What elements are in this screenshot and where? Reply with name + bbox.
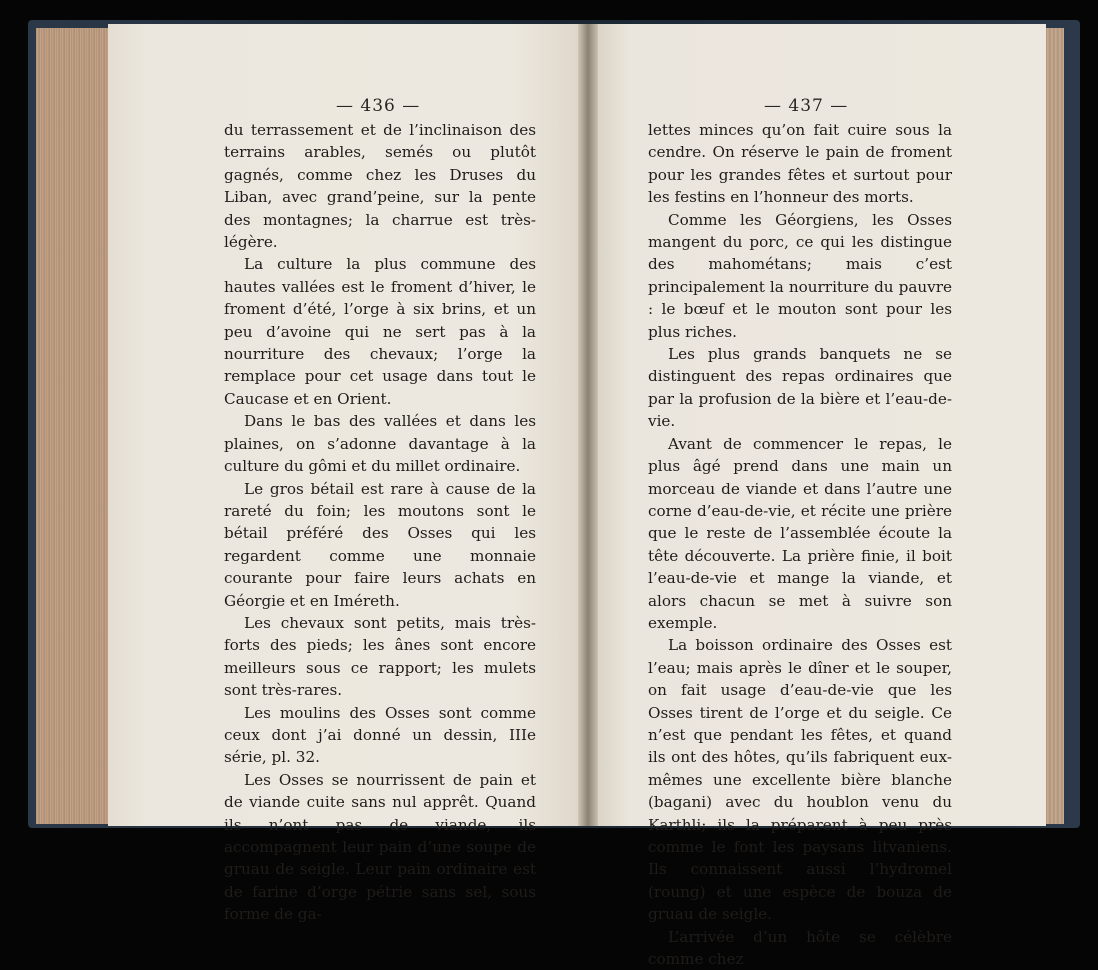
paragraph: Les Osses se nourrissent de pain et de viande cuite sans nul apprêt. Quand ils n’ont pas de viande, ils accompagnent leur pain d’une soupe de gruau de seigle. Leur pain ordinaire est de farine d’orge pétrie sans sel, sous forme de ga- (224, 770, 536, 924)
paragraph: La boisson ordinaire des Osses est l’eau; mais après le dîner et le souper, on fait usage d’eau-de-vie que les Osses tirent de l’orge et du seigle. Ce n’est que pendant les fêtes, et quand ils ont des hôtes, qu’ils fabriquent eux-mêmes une excellente bière blanche (bagani) avec du houblon venu du Karthli; ils la préparent à peu près comme le font les paysans litvaniens. Ils connaissent aussi l’hydromel (roung) et une espèce de bouza de gruau de seigle. (648, 636, 952, 924)
paragraph: Dans le bas des vallées et dans les plaines, on s’adonne davantage à la culture du gômi et du millet ordinaire. (224, 412, 536, 476)
paragraph: Comme les Géorgiens, les Osses mangent du porc, ce qui les distingue des mahométans; mais c’est principalement la nourriture du pauvre : le bœuf et le mouton sont pour les plus riches. (648, 210, 952, 341)
paragraph: Le gros bétail est rare à cause de la rareté du foin; les moutons sont le bétail préféré des Osses qui les regardent comme une monnaie courante pour faire leurs achats en Géorgie et en Iméreth. (224, 479, 536, 610)
paragraph: L’arrivée d’un hôte se célèbre comme chez (648, 927, 952, 969)
paragraph: Avant de commencer le repas, le plus âgé prend dans une main un morceau de viande et dans l’autre une corne d’eau-de-vie, et récite une prière que le reste de l’assemblée écoute la tête découverte. La prière finie, il boit l’eau-de-vie et mange la viande, et alors chacun se met à suivre son exemple. (648, 434, 952, 632)
paragraph: La culture la plus commune des hautes vallées est le froment d’hiver, le froment d’été, l’orge à six brins, et un peu d’avoine qui ne sert pas à la nourriture des chevaux; l’orge la remplace pour cet usage dans tout le Caucase et en Orient. (224, 255, 536, 408)
right-page-text (648, 119, 952, 970)
paragraph: Les chevaux sont petits, mais très-forts des pieds; les ânes sont encore meilleurs sous ce rapport; les mulets sont très-rares. (224, 613, 536, 700)
page-number-right: — 437 — (764, 96, 849, 116)
book-gutter (578, 24, 598, 826)
paragraph: lettes minces qu’on fait cuire sous la cendre. On réserve le pain de froment pour les grandes fêtes et surtout pour les festins en l’honneur des morts. (648, 121, 952, 207)
page-edges-left (36, 28, 114, 824)
paragraph: du terrassement et de l’inclinaison des terrains arables, semés ou plutôt gagnés, comme chez les Druses du Liban, avec grand’peine, sur la pente des montagnes; la charrue est très-légère. (224, 121, 536, 252)
paragraph: Les moulins des Osses sont comme ceux dont j’ai donné un dessin, IIIe série, pl. 32. (224, 703, 536, 767)
page-number-left: — 436 — (336, 96, 421, 116)
paragraph: Les plus grands banquets ne se distinguent des repas ordinaires que par la profusion de la bière et l’eau-de-vie. (648, 345, 952, 431)
left-page-text (224, 119, 536, 926)
